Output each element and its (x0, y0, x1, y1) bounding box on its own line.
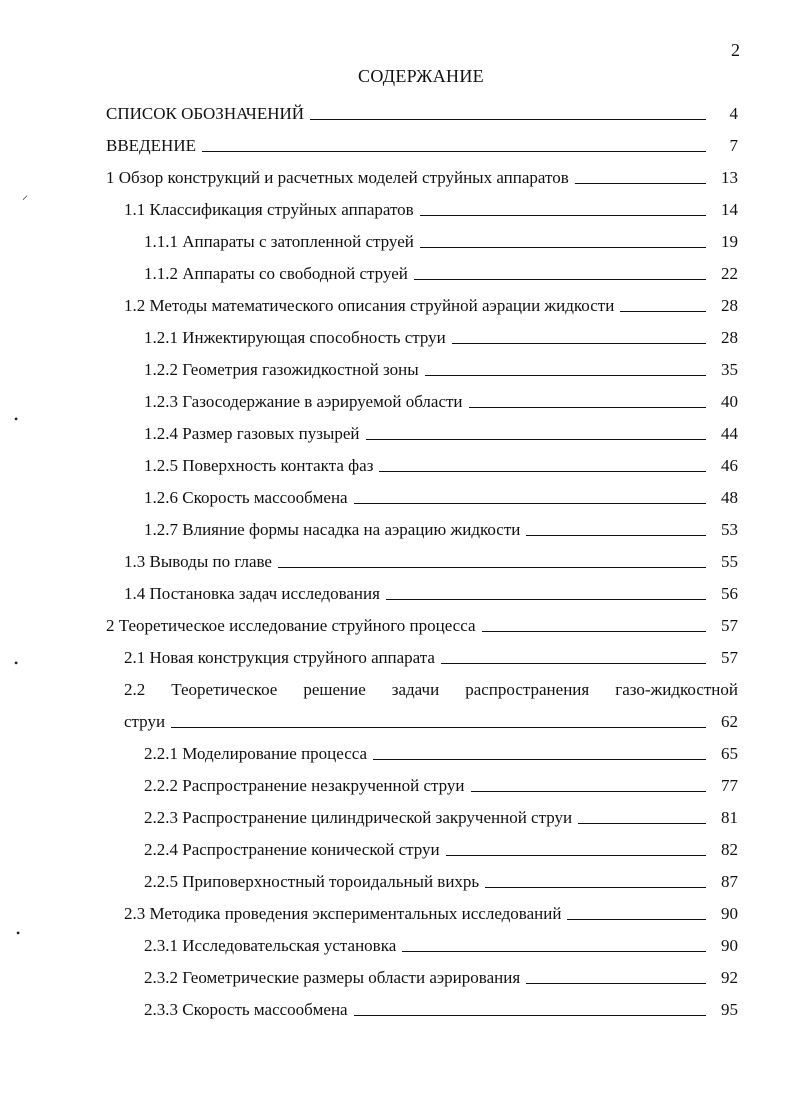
toc-entry[interactable] (144, 798, 738, 828)
leader-line (441, 663, 706, 664)
leader-line (620, 311, 706, 312)
toc-entry-label: ВВЕДЕНИЕ (106, 136, 196, 155)
leader-line (575, 183, 706, 184)
toc-entry-label: 1.2.2 Геометрия газожидкостной зоны (144, 360, 419, 379)
toc-entry[interactable] (144, 446, 738, 476)
leader-line (469, 407, 706, 408)
toc-entry-page: 57 (721, 616, 738, 635)
toc-entry-label: 2.3 Методика проведения экспериментальных исследований (124, 904, 562, 923)
toc-entry-label: 1.3 Выводы по главе (124, 552, 272, 571)
toc-entry-page: 22 (721, 264, 738, 283)
toc-entry-label: 1.2 Методы математического описания струйной аэрации жидкости (124, 296, 615, 315)
toc-entry-label: 1.2.1 Инжектирующая способность струи (144, 328, 446, 347)
leader-line (402, 951, 706, 952)
toc-entry-page: 57 (721, 648, 738, 667)
leader-line (278, 567, 706, 568)
toc-entry-page: 77 (721, 776, 738, 795)
leader-line (202, 151, 706, 152)
toc-entry[interactable] (144, 510, 738, 540)
toc-entry-label: 1.1.2 Аппараты со свободной струей (144, 264, 408, 283)
leader-line (171, 727, 706, 728)
toc-entry-label: 1.1 Классификация струйных аппаратов (124, 200, 414, 219)
leader-line (482, 631, 706, 632)
scan-speck: • (14, 656, 19, 670)
toc-entry[interactable] (124, 190, 738, 220)
toc-entry-page: 81 (721, 808, 738, 827)
toc-entry[interactable] (144, 222, 738, 252)
leader-line (379, 471, 706, 472)
toc-entry-label: 1.2.7 Влияние формы насадка на аэрацию жидкости (144, 520, 521, 539)
toc-entry-label: 2 Теоретическое исследование струйного процесса (106, 616, 476, 635)
toc-entry[interactable] (144, 862, 738, 892)
toc-entry-label: 2.2.3 Распространение цилиндрической закрученной струи (144, 808, 573, 827)
toc-entry-label: 2.3.1 Исследовательская установка (144, 936, 397, 955)
leader-line (414, 279, 706, 280)
toc-entry-label: 2.2 Теоретическое решение задачи распространения газо-жидкостной (124, 680, 738, 699)
toc-entry-page: 56 (721, 584, 738, 603)
leader-line (452, 343, 706, 344)
toc-entry[interactable] (144, 926, 738, 956)
toc-entry[interactable] (144, 382, 738, 412)
page-number: 2 (731, 40, 740, 60)
toc-entry[interactable] (124, 670, 738, 700)
toc-entry-page: 95 (721, 1000, 738, 1019)
toc-entry-page: 13 (721, 168, 738, 187)
toc-entry[interactable] (144, 734, 738, 764)
toc-entry-page: 62 (721, 712, 738, 731)
leader-line (373, 759, 706, 760)
toc-entry-page: 48 (721, 488, 738, 507)
toc-entry-label: 1.2.5 Поверхность контакта фаз (144, 456, 374, 475)
toc-entry-label: 1.2.6 Скорость массообмена (144, 488, 348, 507)
toc-entry-label: 1.2.3 Газосодержание в аэрируемой области (144, 392, 463, 411)
toc-entry[interactable] (124, 638, 738, 668)
toc-entry[interactable] (124, 702, 738, 732)
toc-entry-page: 40 (721, 392, 738, 411)
leader-line (526, 983, 706, 984)
leader-line (386, 599, 706, 600)
leader-line (485, 887, 706, 888)
toc-entry-page: 28 (721, 328, 738, 347)
toc-entry[interactable] (144, 830, 738, 860)
toc-entry-label: 2.2.1 Моделирование процесса (144, 744, 368, 763)
toc-entry-page: 4 (729, 104, 738, 123)
toc-entry[interactable] (144, 254, 738, 284)
toc-entry-page: 14 (721, 200, 738, 219)
toc-entry-page: 55 (721, 552, 738, 571)
toc-entry-page: 65 (721, 744, 738, 763)
toc-entry-page: 19 (721, 232, 738, 251)
toc-entry[interactable] (144, 414, 738, 444)
toc-entry-label: 2.1 Новая конструкция струйного аппарата (124, 648, 435, 667)
leader-line (446, 855, 706, 856)
leader-line (567, 919, 706, 920)
leader-line (420, 215, 706, 216)
toc-entry-label: СПИСОК ОБОЗНАЧЕНИЙ (106, 104, 305, 123)
toc-entry-page: 46 (721, 456, 738, 475)
leader-line (578, 823, 706, 824)
toc-entry[interactable] (124, 542, 738, 572)
toc-entry-label: 1 Обзор конструкций и расчетных моделей струйных аппаратов (106, 168, 569, 187)
toc-entry-page: 87 (721, 872, 738, 891)
toc-entry-label: 2.2.4 Распространение конической струи (144, 840, 440, 859)
toc-entry-label: 2.3.2 Геометрические размеры области аэрирования (144, 968, 521, 987)
toc-entry[interactable] (144, 990, 738, 1020)
toc-entry-page: 90 (721, 904, 738, 923)
toc-entry-label: 1.4 Постановка задач исследования (124, 584, 380, 603)
toc-entry-page: 90 (721, 936, 738, 955)
leader-line (420, 247, 706, 248)
toc-entry[interactable] (124, 286, 738, 316)
leader-line (354, 503, 706, 504)
toc-entry-page: 28 (721, 296, 738, 315)
leader-line (310, 119, 706, 120)
toc-entry[interactable] (106, 158, 738, 188)
leader-line (354, 1015, 706, 1016)
toc-entry-page: 53 (721, 520, 738, 539)
leader-line (366, 439, 707, 440)
scan-speck: • (14, 412, 19, 426)
toc-entry[interactable] (106, 606, 738, 636)
leader-line (471, 791, 706, 792)
toc-entry-page: 7 (729, 136, 738, 155)
toc-entry-page: 82 (721, 840, 738, 859)
scan-speck: • (16, 926, 21, 940)
toc-entry[interactable] (144, 350, 738, 380)
leader-line (425, 375, 706, 376)
toc-entry[interactable] (144, 766, 738, 796)
toc-entry-label: 1.1.1 Аппараты с затопленной струей (144, 232, 414, 251)
toc-entry[interactable] (106, 94, 738, 124)
scan-speck: ⸝ (22, 188, 29, 202)
toc-entry-label: 2.2.2 Распространение незакрученной струи (144, 776, 465, 795)
toc-entry-label: струи (124, 712, 166, 731)
leader-line (526, 535, 706, 536)
toc-entry-page: 92 (721, 968, 738, 987)
page-title: СОДЕРЖАНИЕ (358, 66, 484, 86)
toc-entry-label: 1.2.4 Размер газовых пузырей (144, 424, 360, 443)
toc-entry[interactable] (144, 478, 738, 508)
toc-entry[interactable] (144, 318, 738, 348)
toc-entry-page: 35 (721, 360, 738, 379)
toc-entry-label: 2.2.5 Приповерхностный тороидальный вихрь (144, 872, 480, 891)
toc-entry[interactable] (144, 958, 738, 988)
toc-entry[interactable] (124, 894, 738, 924)
toc-entry-label: 2.3.3 Скорость массообмена (144, 1000, 348, 1019)
toc-entry[interactable] (106, 126, 738, 156)
toc-entry[interactable] (124, 574, 738, 604)
toc-entry-page: 44 (721, 424, 738, 443)
